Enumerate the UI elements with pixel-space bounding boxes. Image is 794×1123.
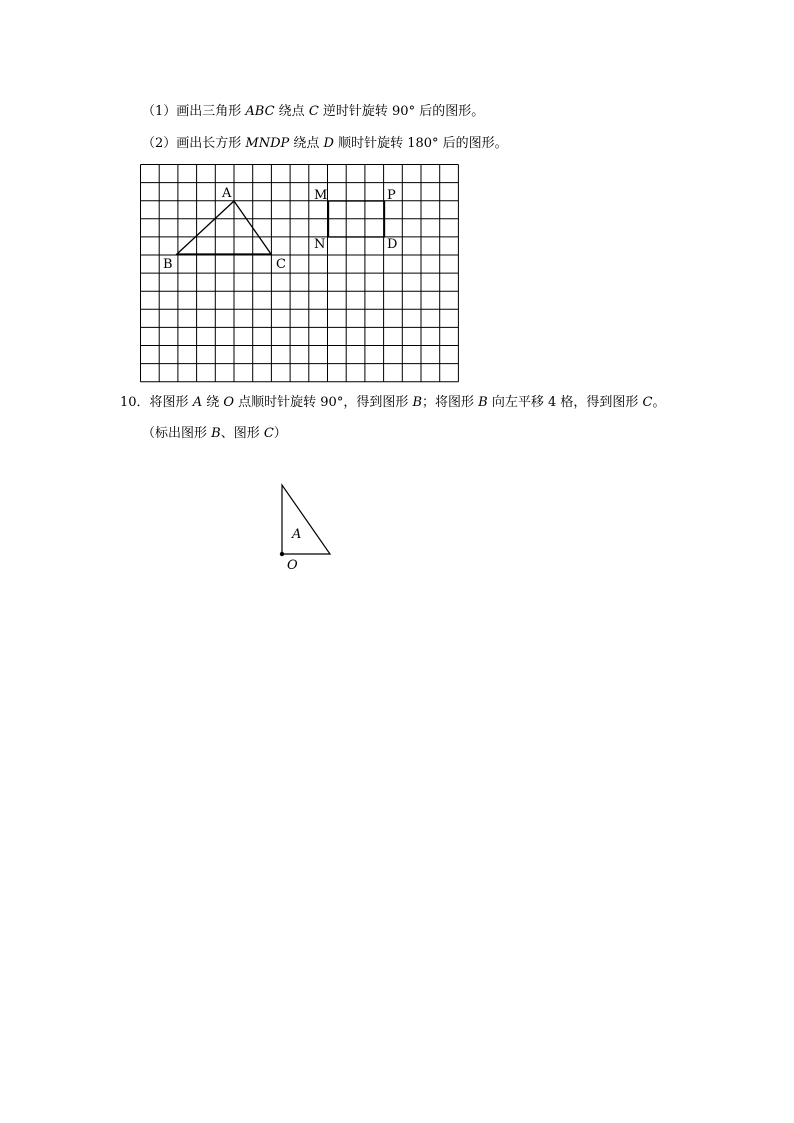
question10-number: 10． [120, 395, 150, 410]
q10-figure-b: B [412, 395, 423, 410]
q10-figure-b-2: B [478, 395, 488, 410]
q10-t1: 将图形 [149, 395, 193, 410]
q9p2-figure-name: MNDP [245, 136, 290, 151]
q9p1-prefix: （1）画出三角形 [142, 104, 246, 119]
label-d: D [387, 237, 398, 252]
question10-note [142, 426, 287, 442]
q10-t3: 点顺时针旋转 90°，得到图形 [234, 395, 413, 410]
q9p1-figure-name: ABC [245, 104, 275, 119]
q10-note-c: C [263, 426, 274, 441]
figure-a-label: A [292, 527, 302, 542]
label-c: C [276, 257, 286, 272]
q10-note-open: （标出图形 [142, 426, 212, 441]
q10-point-o: O [223, 395, 235, 410]
q10-t2: 绕 [202, 395, 224, 410]
label-p: P [387, 188, 396, 203]
label-a: A [222, 186, 232, 201]
q10-note-b: B [211, 426, 221, 441]
question9-grid [141, 165, 459, 382]
q10-note-close: ） [273, 426, 287, 441]
label-b: B [163, 257, 173, 272]
q9p2-prefix: （2）画出长方形 [142, 136, 246, 151]
q10-t5: 向左平移 4 格，得到图形 [487, 395, 643, 410]
label-m: M [314, 188, 328, 203]
q10-t4: ；将图形 [422, 395, 479, 410]
figure-a-triangle [282, 485, 330, 554]
q10-figure-a: A [192, 395, 203, 410]
origin-label: O [287, 558, 298, 573]
q10-note-sep: 、图形 [220, 426, 264, 441]
q9p1-point-name: C [308, 104, 319, 119]
q9p2-point-name: D [323, 136, 334, 151]
q9p1-mid: 绕点 [274, 104, 309, 119]
q9p2-suffix: 顺时针旋转 180° 后的图形。 [333, 136, 508, 151]
q9p2-mid: 绕点 [289, 136, 324, 151]
origin-point-o [280, 552, 284, 556]
question10-text [120, 395, 666, 411]
q10-figure-c: C [642, 395, 653, 410]
label-n: N [314, 237, 326, 252]
triangle-abc [177, 201, 271, 254]
q10-t6: 。 [652, 395, 666, 410]
q9p1-suffix: 逆时针旋转 90° 后的图形。 [318, 104, 485, 119]
